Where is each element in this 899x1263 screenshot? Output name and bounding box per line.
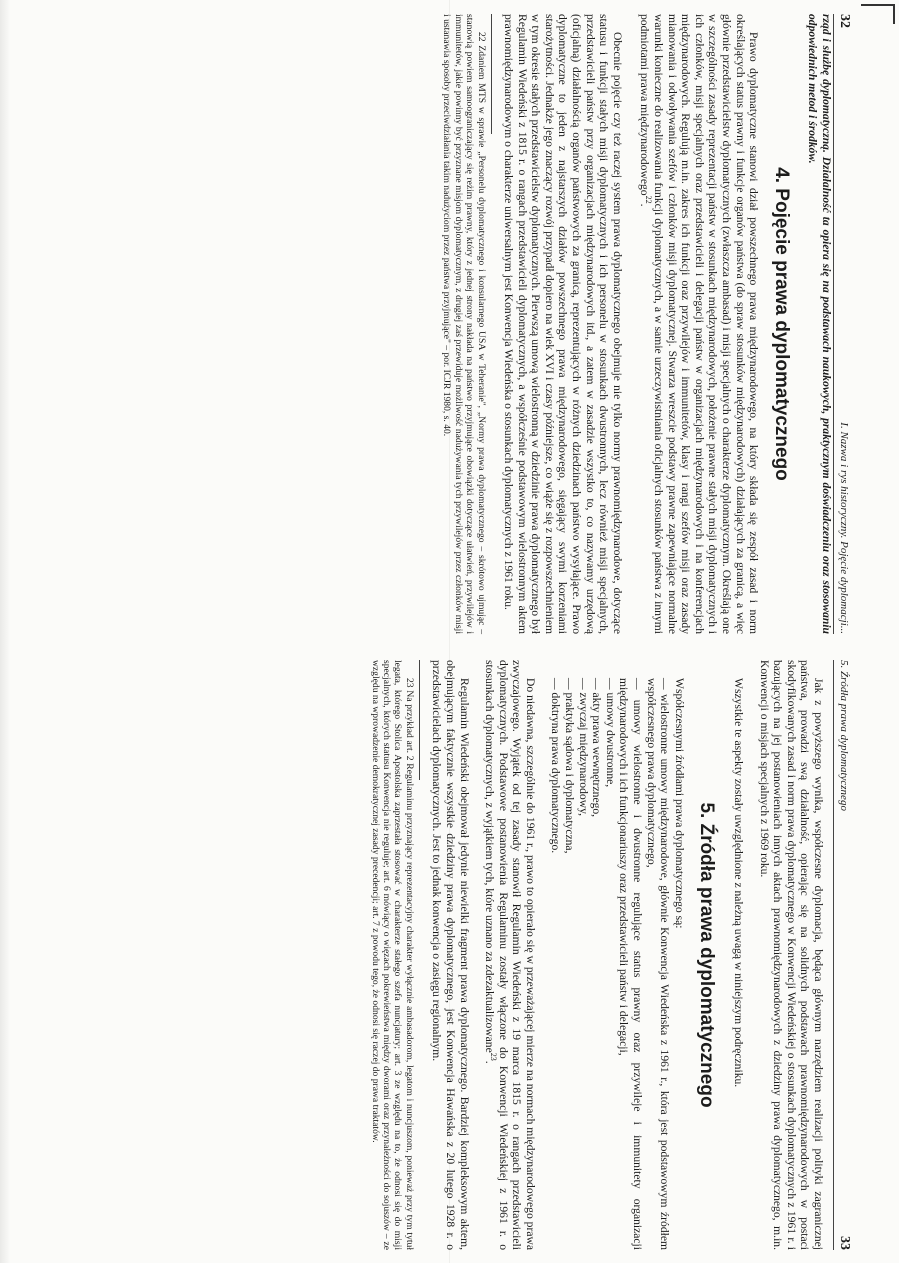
- paragraph-text: Prawo dyplomatyczne stanowi dział powszechnego prawa międzynarodowego, na który składa się zespół zasad i norm określających status prawny i funkcje organów państwa (do spraw stosunków międzynarodowych) działających za granicą, a więc głównie przedstawicielstw dyplomatycznych (zwłaszcza ambasad) i misji specjalnych o charakterze dyplomatycznym. Określają one w szczególności zasady reprezentacji państw w stosunkach międzynarodowych, położenie prawne stałych misji dyplomatycznych i ich członków, misji specjalnych oraz przedstawicieli i delegacji państw w organizacjach międzynarodowych i na konferencjach międzynarodowych. Regulują m.in. zakres ich funkcji oraz przywilejów i immunitetów, klasy i rangi szefów misji oraz zasady mianowania i odwoływania szefów i członków misji dyplomatycznej. Stwarza wreszcie podstawy prawne zapewniające normalne warunki konieczne do realizowania funkcji dyplomatycznych, a w samie urzeczywistniania oficjalnych stosunków państwa z innymi podmiotami prawa międzynarodowego: [638, 14, 761, 634]
- paragraph: Prawo dyplomatyczne stanowi dział powszechnego prawa międzynarodowego, na który składa się zespół zasad i norm określających status prawny i funkcje organów państwa (do spraw stosunków międzynarodowych) działających za granicą, a więc głównie przedstawicielstw dyplomatycznych (zwłaszcza ambasad) i misji specjalnych o charakterze dyplomatycznym. Określają one w szczególności zasady reprezentacji państw w stosunkach międzynarodowych, położenie prawne stałych misji dyplomatycznych i ich członków, misji specjalnych oraz przedstawicieli i delegacji państw w organizacjach międzynarodowych i na konferencjach międzynarodowych. Regulują m.in. zakres ich funkcji oraz przywilejów i immunitetów, klasy i rangi szefów misji oraz zasady mianowania i odwoływania szefów i członków misji dyplomatycznej. Stwarza wreszcie podstawy prawne zapewniające normalne warunki konieczne do realizowania funkcji dyplomatycznych, a w samie urzeczywistniania oficjalnych stosunków państwa z innymi podmiotami prawa międzynarodowego$^{22}$.: [638, 14, 761, 634]
- page-body: [369, 660, 825, 1250]
- section-title: 5. Źródła prawa dyplomatycznego: [696, 802, 718, 1108]
- paragraph: Wszystkie te aspekty zostały uwzględnione z należną uwagą w niniejszym podręczniku.: [732, 678, 746, 1088]
- book-page-32: [152, 14, 852, 634]
- footnote: 22 Zdaniem MTS w sprawie „Personelu dyplomatycznego i konsularnego USA w Teheranie", „Normy prawa dyplomatycznego – skrótowo ujmując – stanowią powiem samoograniczający się reżim prawny, który z jednej strony nakłada na państwo przyjmujące obowiązki dotyczące ułatwień, przywilejów i immunitetów, jakie powinny być przyznane misjom dyplomatycznym, z drugiej zaś przewiduje możliwość nadużywania tych przywilejów przez członków misji i ustanawia sposoby przeciwdziałania takim nadużyciom przez państwa przyjmujące" – por. ICJR 1980, s. 40.: [441, 14, 487, 634]
- page-number: 32: [837, 14, 852, 28]
- corner-fold-mark: [861, 4, 895, 24]
- paragraph: Obecnie pojęcie czy też raczej system prawa dyplomatycznego obejmuje nie tylko normy prawnomiędzynarodowe, dotyczące statusu i funkcji stałych misji dyplomatycznych i ich personelu w stosunkach dwustronnych, lecz również misji specjalnych, przedstawicieli państw przy organizacjach międzynarodowych itd., a zatem w zasadzie wszystko to, co nazywamy urzędową (oficjalną) działalnością organów państwowych za granicą, reprezentujących w różnych dziedzinach państwo wysyłające. Prawo dyplomatyczne to jeden z najstarszych działów powszechnego prawa międzynarodowego, sięgający swymi korzeniami starożytności. Jednakże jego znaczący rozwój przypadł dopiero na wiek XVI i czasy późniejsze, co wiąże się z rozpowszechnieniem w tym okresie stałych przedstawicielstw dyplomatycznych. Pierwszą umową wielostronną w dziedzinie prawa dyplomatycznego był Regulamin Wiedeński z 1815 r. o rangach przedstawicieli dyplomatycznych, a współcześnie podstawowym wielostronnym aktem prawnomiędzynarodowym o charakterze uniwersalnym jest Konwencja Wiedeńska o stosunkach dyplomatycznych z 1961 roku.: [502, 14, 624, 634]
- running-head-text: 5. Źródła prawa dyplomatycznego: [838, 660, 850, 811]
- footnote-separator: [491, 14, 492, 134]
- sources-list: [549, 660, 671, 1250]
- page-number: 33: [837, 1236, 852, 1250]
- list-item: — akty prawa wewnętrznego,: [590, 678, 604, 1250]
- list-item: — doktryna prawa dyplomatycznego.: [549, 678, 563, 1250]
- footnote-ref: 22: [644, 195, 654, 204]
- running-head-text: I. Nazwa i rys historyczny. Pojęcie dyplomacji...: [838, 422, 850, 634]
- paragraph: Jak z powyższego wynika, współczesne dyplomacja, będąca głównym narzędziem realizacji polityki zagranicznej państwa, prowadzi swą działalność, opierając się na solidnych podstawach prawnomiędzynarodowych w postaci skodyfikowanych zasad i norm prawa dyplomatycznego w Konwencji Wiedeńskiej o stosunkach dyplomatycznych z 1961 r. i bazujących na jej postanowieniach innych aktach prawnomiędzynarodowych z dziedziny prawa dyplomatycznego, m.in. Konwencji o misjach specjalnych z 1969 roku.: [757, 660, 825, 1250]
- footnote: 23 Na przykład art. 2 Regulaminu przyznający reprezentacyjny charakter wyłącznie ambasadorom, legatom i nuncjuszom, ponieważ przy tym tytuł legata, którego Stolica Apostolska zaprzestała stosować w charakterze stałego szefa nuncjatury; art. 3 ze względu na to, że odnosi się do misji specjalnych, których statusu Konwencja nie reguluje; art. 6 mówiący o więzach pokrewieństwa między dworami oraz przynależności do sojuszów – ze względu na wprowadzenie demokratycznej zasady precedencji; art. 7 z powodu tego, że odnosi się raczej do prawa traktatów.: [369, 660, 415, 1250]
- page-body: [441, 14, 833, 634]
- list-item: — praktyka sądowa i dyplomatyczna,: [563, 678, 577, 1250]
- list-item: — zwyczaj międzynarodowy,: [576, 678, 590, 1250]
- lead-paragraph: rząd i służbę dyplomatyczną. Działalność ta opiera się na podstawach naukowych, praktycznym doświadczeniu oraz stosowaniu odpowiednich metod i środków.: [806, 14, 833, 634]
- sources-intro: Współczesnymi źródłami prawa dyplomatycznego są:: [672, 678, 686, 929]
- scan-edge-shadow: [0, 0, 10, 1263]
- running-header: [833, 660, 852, 1250]
- running-header: [833, 14, 852, 634]
- paragraph: Regulamin Wiedeński obejmował jedynie niewielki fragment prawa dyplomatycznego. Bardziej kompleksowym aktem, obejmującym faktycznie wszystkie dziedziny prawa dyplomatycznego, jest Konwencja Hawańska z 20 lutego 1928 r. o przedstawicielach dyplomatycznych. Jest to jednak konwencja o zasięgu regionalnym.: [430, 660, 471, 1250]
- list-item: — wielostronne umowy międzynarodowe, głównie Konwencja Wiedeńska z 1961 r., która jest podstawowym źródłem współczesnego prawa dyplomatycznego,: [644, 678, 671, 1250]
- paragraph: Do niedawna, szczególnie do 1961 r., prawo to opierało się w przeważającej mierze na normach międzynarodowego prawa zwyczajowego. Wyjątek od tej zasady stanowił Regulamin Wiedeński z 19 marca 1815 r. o rangach przedstawicieli dyplomatycznych. Podstawowe postanowienia Regulaminu zostały włączone do Konwencji Wiedeńskiej z 1961 r. o stosunkach dyplomatycznych, z wyjątkiem tych, które uznano za zdezaktualizowane$^{23}$.: [483, 660, 537, 1250]
- book-page-33: [162, 660, 852, 1250]
- list-item: — umowy dwustronne,: [603, 678, 617, 1250]
- paragraph-text: Do niedawna, szczególnie do 1961 r., prawo to opierało się w przeważającej mierze na normach międzynarodowego prawa zwyczajowego. Wyjątek od tej zasady stanowił Regulamin Wiedeński z 19 marca 1815 r. o rangach przedstawicieli dyplomatycznych. Podstawowe postanowienia Regulaminu zostały włączone do Konwencji Wiedeńskiej z 1961 r. o stosunkach dyplomatycznych, z wyjątkiem tych, które uznano za zdezaktualizowane: [483, 660, 537, 1250]
- footnote-separator: [419, 660, 420, 780]
- section-title: 4. Pojęcie prawa dyplomatycznego: [770, 167, 792, 481]
- list-item: — umowy wielostronne i dwustronne regulujące status prawny oraz przywileje i immunitety organizacji międzynarodowych i ich funkcjonariuszy oraz przedstawicieli państw i delegacji,: [617, 678, 644, 1250]
- footnote-ref: 23: [488, 1052, 498, 1061]
